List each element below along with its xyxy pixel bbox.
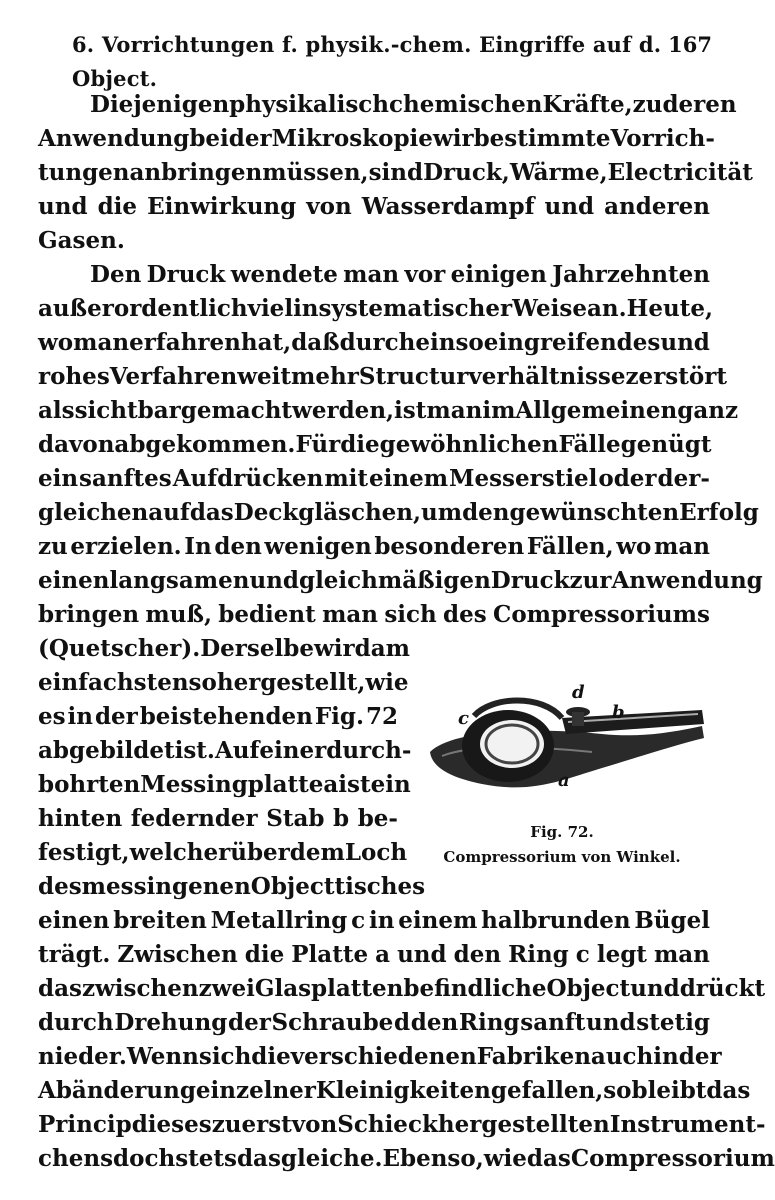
word: es (38, 703, 66, 730)
word: Fig. (314, 703, 364, 730)
figure-72 (412, 672, 712, 877)
word: Anwendung (611, 567, 763, 594)
word: auf (148, 499, 190, 526)
page-number: 167 (668, 32, 712, 57)
word: ein (415, 329, 456, 356)
word: abgebildet (38, 737, 175, 764)
word: man (653, 941, 710, 968)
word: anbringen (129, 159, 263, 186)
word: Drehung (114, 1009, 228, 1036)
word: stets (175, 1145, 237, 1172)
text-line (38, 904, 710, 938)
word: bleibt (631, 1077, 707, 1104)
text-line (38, 530, 710, 564)
word: durch (339, 329, 416, 356)
text-line (38, 462, 710, 496)
text-line (38, 258, 710, 292)
word: weit (237, 363, 292, 390)
word: wir (432, 125, 474, 152)
body-text (38, 88, 775, 1176)
word: gleiche. (280, 1145, 383, 1172)
word: Druck (146, 261, 226, 288)
word: den (214, 533, 262, 560)
text-line (38, 496, 759, 530)
word: zu (38, 533, 68, 560)
word: sanftes (79, 465, 172, 492)
word: gewöhnlichen (379, 431, 559, 458)
word: Fabriken (476, 1043, 591, 1070)
text-line (38, 1142, 775, 1176)
word: so (188, 669, 217, 696)
word: erzielen. (70, 533, 182, 560)
text-line (38, 122, 715, 156)
word: und (586, 1009, 636, 1036)
word: chens (38, 1145, 114, 1172)
text-line (38, 632, 410, 666)
word: drückt (679, 975, 766, 1002)
word: a (375, 941, 391, 968)
word: Erfolg (679, 499, 759, 526)
text-line (38, 360, 727, 394)
running-head-title: 6. Vorrichtungen f. physik.-chem. Eingriffe auf d. Object. (72, 32, 662, 91)
word: Deckgläschen, (233, 499, 422, 526)
word: c (351, 907, 366, 934)
word: den (453, 941, 502, 968)
word: Gasen. (38, 227, 125, 254)
word: Wasserdampf (361, 193, 535, 220)
text-line (38, 564, 763, 598)
word: zerstört (625, 363, 727, 390)
word: wo (616, 533, 652, 560)
figure-number: Fig. 72. (530, 823, 594, 841)
word: bringen (38, 601, 140, 628)
word: das (236, 1145, 281, 1172)
word: einzelner (195, 1077, 316, 1104)
word: dieses (131, 1111, 212, 1138)
word: chemischen (389, 91, 543, 118)
word: so (455, 329, 484, 356)
text-line (38, 1040, 722, 1074)
word: und (660, 329, 710, 356)
word: In (184, 533, 212, 560)
word: hergestellt, (216, 669, 366, 696)
word: einigen (450, 261, 547, 288)
word: Electricität (607, 159, 753, 186)
text-line (38, 598, 710, 632)
word: hergestellten (437, 1111, 610, 1138)
word: viel (247, 295, 294, 322)
text-line (38, 394, 739, 428)
word: Instrument- (609, 1111, 766, 1138)
word: bestimmte (473, 125, 611, 152)
word: gefallen, (490, 1077, 604, 1104)
word: Schraube (271, 1009, 394, 1036)
text-line (38, 836, 408, 870)
word: Metallring (210, 907, 348, 934)
word: messingenen (81, 873, 251, 900)
word: trägt. (38, 941, 111, 968)
word: und (38, 193, 88, 220)
text-line (38, 870, 426, 904)
word: ist (394, 397, 427, 424)
text-line (38, 666, 409, 700)
text-line (38, 88, 737, 122)
word: ein (38, 465, 79, 492)
text-line (38, 734, 412, 768)
word: sichtbar (74, 397, 181, 424)
word: der (228, 125, 272, 152)
word: muß, (145, 601, 212, 628)
word: sanft (520, 1009, 586, 1036)
word: außerordentlich (38, 295, 248, 322)
word: Bügel (634, 907, 710, 934)
word: be- (357, 805, 398, 832)
word: hinten (38, 805, 123, 832)
word: gleichen (38, 499, 149, 526)
word: Wärme, (509, 159, 608, 186)
word: gewünschten (509, 499, 680, 526)
word: wo (38, 329, 74, 356)
word: als (38, 397, 75, 424)
word: Objecttisches (250, 873, 426, 900)
word: mit (324, 465, 369, 492)
word: Verfahren (109, 363, 238, 390)
word: halbrunden (481, 907, 631, 934)
word: den (410, 1009, 459, 1036)
word: (Quetscher). (38, 635, 201, 662)
word: Wenn (126, 1043, 199, 1070)
word: Structurverhältnisse (358, 363, 626, 390)
word: um (421, 499, 463, 526)
word: man (73, 329, 130, 356)
text-line (38, 156, 753, 190)
word: einen (38, 567, 110, 594)
word: Heute, (626, 295, 713, 322)
word: c (575, 941, 590, 968)
word: in (67, 703, 93, 730)
word: Einwirkung (147, 193, 297, 220)
word: hat, (240, 329, 292, 356)
word: einer (259, 737, 327, 764)
word: Abänderung (38, 1077, 196, 1104)
word: eingreifendes (483, 329, 661, 356)
word: Jahrzehnten (552, 261, 710, 288)
word: befindliche (403, 975, 547, 1002)
word: gleichmäßigen (298, 567, 491, 594)
word: sich (198, 1043, 252, 1070)
word: Stab (266, 805, 325, 832)
word: mehr (291, 363, 359, 390)
text-line (38, 428, 710, 462)
text-line (38, 1006, 710, 1040)
label-c: c (458, 708, 469, 729)
word: legt (596, 941, 647, 968)
word: des (38, 873, 82, 900)
word: man (322, 601, 379, 628)
text-line (38, 190, 710, 224)
word: dem (289, 839, 345, 866)
word: federnder (130, 805, 258, 832)
word: Anwendung (38, 125, 190, 152)
word: Mikroskopie (271, 125, 433, 152)
word: Compressoriums (493, 601, 710, 628)
label-a: a (558, 770, 570, 791)
word: der (678, 1043, 722, 1070)
word: Fällen, (526, 533, 614, 560)
word: über (230, 839, 290, 866)
text-line (38, 224, 710, 258)
word: ist (338, 771, 371, 798)
word: durch (38, 1009, 114, 1036)
word: in (368, 907, 395, 934)
word: wie (365, 669, 409, 696)
word: einem (398, 907, 478, 934)
word: breiten (113, 907, 207, 934)
word: wendete (230, 261, 338, 288)
word: in (653, 1043, 679, 1070)
word: Druck, (423, 159, 510, 186)
word: Ebenso, (382, 1145, 484, 1172)
word: Compressorium (570, 1145, 775, 1172)
word: 72 (365, 703, 398, 730)
word: bohrten (38, 771, 141, 798)
text-line (38, 292, 713, 326)
text-line (38, 326, 710, 360)
word: Druck (490, 567, 570, 594)
word: wenigen (264, 533, 372, 560)
word: und (249, 567, 299, 594)
word: abgekommen. (114, 431, 296, 458)
word: im (482, 397, 516, 424)
word: tungen (38, 159, 130, 186)
word: auch (590, 1043, 654, 1070)
label-d: d (572, 682, 585, 703)
word: werden, (292, 397, 395, 424)
word: Allgemeinen (515, 397, 678, 424)
text-line (38, 802, 398, 836)
word: Zwischen (117, 941, 238, 968)
word: Ring (458, 1009, 520, 1036)
word: ist. (174, 737, 215, 764)
word: an. (587, 295, 627, 322)
word: die (251, 1043, 291, 1070)
word: bedient (218, 601, 316, 628)
word: das (526, 1145, 571, 1172)
word: zur (569, 567, 612, 594)
word: oder (598, 465, 657, 492)
word: müssen, (262, 159, 369, 186)
word: Kräfte, (542, 91, 633, 118)
word: Ring (508, 941, 569, 968)
word: ganz (677, 397, 739, 424)
word: das (189, 499, 234, 526)
word: welcher (129, 839, 231, 866)
text-line (38, 972, 766, 1006)
word: doch (113, 1145, 176, 1172)
word: der (94, 703, 138, 730)
word: und (544, 193, 595, 220)
word: von (306, 193, 352, 220)
word: nieder. (38, 1043, 127, 1070)
ring-opening (480, 720, 544, 768)
word: sich (384, 601, 437, 628)
word: von (291, 1111, 338, 1138)
word: bei (189, 125, 229, 152)
word: der- (657, 465, 710, 492)
word: Vorrich- (610, 125, 715, 152)
word: man (343, 261, 400, 288)
word: systematischer (318, 295, 513, 322)
word: Den (90, 261, 142, 288)
word: so (603, 1077, 632, 1104)
word: des (443, 601, 487, 628)
word: Auf (214, 737, 260, 764)
word: d (394, 1009, 411, 1036)
compressorium-illustration (412, 672, 712, 812)
text-line (38, 1108, 766, 1142)
word: Platte (291, 941, 369, 968)
word: physikalisch (229, 91, 390, 118)
word: wie (483, 1145, 527, 1172)
word: zwei (198, 975, 255, 1002)
word: Derselbe (200, 635, 314, 662)
word: einfachsten (38, 669, 189, 696)
word: einen (38, 907, 110, 934)
text-line (38, 1074, 751, 1108)
text-line (38, 938, 710, 972)
word: Princip (38, 1111, 132, 1138)
word: verschiedenen (290, 1043, 477, 1070)
word: stetig (636, 1009, 710, 1036)
text-line (38, 700, 398, 734)
word: Loch (344, 839, 408, 866)
word: die (244, 941, 285, 968)
word: zwischen (81, 975, 199, 1002)
word: die (97, 193, 138, 220)
word: festigt, (38, 839, 130, 866)
word: davon (38, 431, 115, 458)
word: am (370, 635, 410, 662)
text-line (38, 768, 411, 802)
screw-shaft (572, 712, 584, 726)
word: vor (404, 261, 446, 288)
word: die (340, 431, 380, 458)
word: daß (291, 329, 340, 356)
word: rohes (38, 363, 110, 390)
word: das (706, 1077, 751, 1104)
word: gemacht (180, 397, 293, 424)
word: wird (313, 635, 371, 662)
word: den (462, 499, 510, 526)
word: beistehenden (139, 703, 313, 730)
word: Messerstiel (449, 465, 598, 492)
word: man (653, 533, 710, 560)
figure-caption: Compressorium von Winkel. (443, 848, 681, 866)
word: Schieck (337, 1111, 438, 1138)
word: Object (546, 975, 631, 1002)
word: und (397, 941, 447, 968)
word: Glasplatten (254, 975, 404, 1002)
word: Aufdrücken (172, 465, 324, 492)
word: Kleinigkeiten (315, 1077, 491, 1104)
word: besonderen (374, 533, 525, 560)
word: a (323, 771, 339, 798)
word: Diejenigen (90, 91, 230, 118)
word: das (38, 975, 82, 1002)
word: Weise (512, 295, 587, 322)
word: Für (295, 431, 341, 458)
word: langsamen (109, 567, 250, 594)
word: in (293, 295, 319, 322)
word: einem (368, 465, 449, 492)
word: anderen (604, 193, 710, 220)
word: b (333, 805, 350, 832)
word: durch- (326, 737, 412, 764)
word: man (426, 397, 483, 424)
label-b: b (612, 702, 625, 723)
running-head (72, 28, 712, 91)
word: sind (368, 159, 424, 186)
word: Fälle (558, 431, 621, 458)
word: deren (662, 91, 737, 118)
word: erfahren (129, 329, 241, 356)
word: genügt (620, 431, 712, 458)
word: Messingplatte (140, 771, 324, 798)
word: zuerst (211, 1111, 292, 1138)
word: und (630, 975, 680, 1002)
word: zu (632, 91, 663, 118)
word: der (227, 1009, 271, 1036)
word: ein (370, 771, 411, 798)
